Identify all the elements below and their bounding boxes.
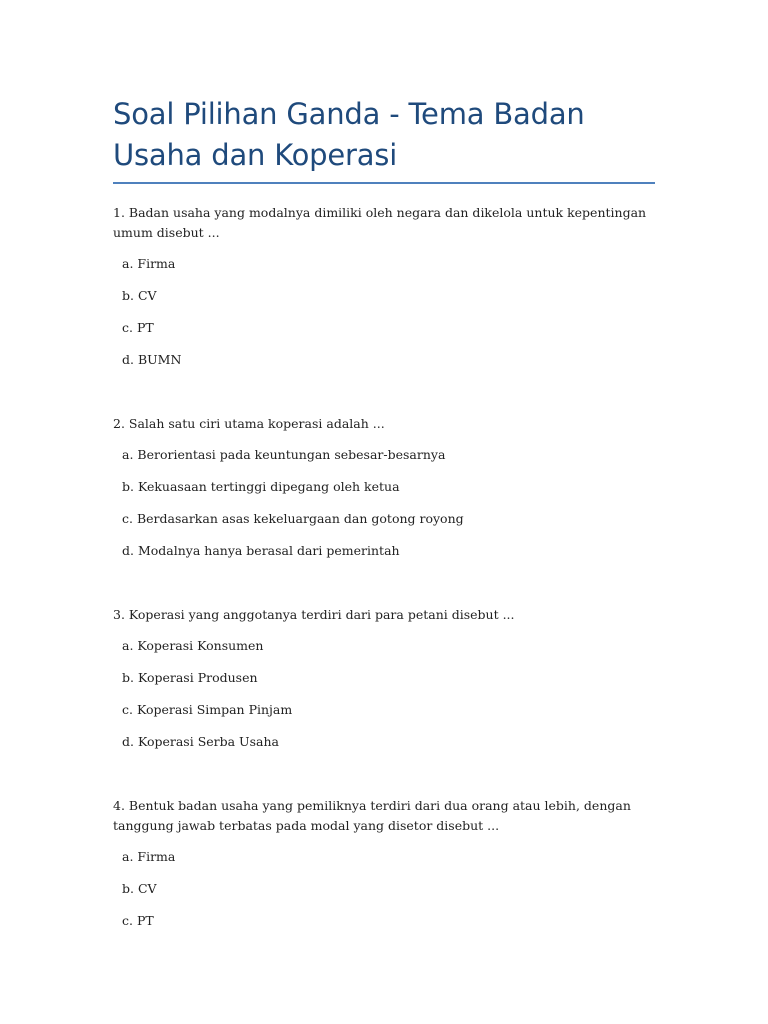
option-list xyxy=(113,254,655,370)
question-text: 3. Koperasi yang anggotanya terdiri dari para petani disebut ... xyxy=(113,607,515,622)
question-2 xyxy=(113,414,655,561)
question-list xyxy=(113,203,655,931)
option-d: d. Modalnya hanya berasal dari pemerintah xyxy=(122,543,400,558)
question-3 xyxy=(113,605,655,752)
option-b: b. Koperasi Produsen xyxy=(122,670,258,685)
question-1 xyxy=(113,203,655,370)
option-c: c. PT xyxy=(122,320,154,335)
option-c: c. Koperasi Simpan Pinjam xyxy=(122,702,293,717)
option-b: b. CV xyxy=(122,881,157,896)
question-text: 4. Bentuk badan usaha yang pemiliknya terdiri dari dua orang atau lebih, dengan tanggung jawab terbatas pada modal yang disetor disebut ... xyxy=(113,798,631,833)
option-b: b. CV xyxy=(122,288,157,303)
option-list xyxy=(113,445,655,561)
option-d: d. Koperasi Serba Usaha xyxy=(122,734,279,749)
option-a: a. Firma xyxy=(122,849,176,864)
document-title: Soal Pilihan Ganda - Tema Badan Usaha dan Koperasi xyxy=(113,94,655,184)
option-a: a. Koperasi Konsumen xyxy=(122,638,264,653)
option-a: a. Berorientasi pada keuntungan sebesar-besarnya xyxy=(122,447,446,462)
option-b: b. Kekuasaan tertinggi dipegang oleh ketua xyxy=(122,479,400,494)
question-4 xyxy=(113,796,655,931)
option-d: d. BUMN xyxy=(122,352,182,367)
option-c: c. Berdasarkan asas kekeluargaan dan gotong royong xyxy=(122,511,464,526)
question-text: 2. Salah satu ciri utama koperasi adalah ... xyxy=(113,416,385,431)
option-list xyxy=(113,636,655,752)
option-a: a. Firma xyxy=(122,256,176,271)
option-c: c. PT xyxy=(122,913,154,928)
question-text: 1. Badan usaha yang modalnya dimiliki oleh negara dan dikelola untuk kepentingan umum disebut ... xyxy=(113,205,647,240)
document-page xyxy=(113,0,655,931)
option-list xyxy=(113,847,655,931)
